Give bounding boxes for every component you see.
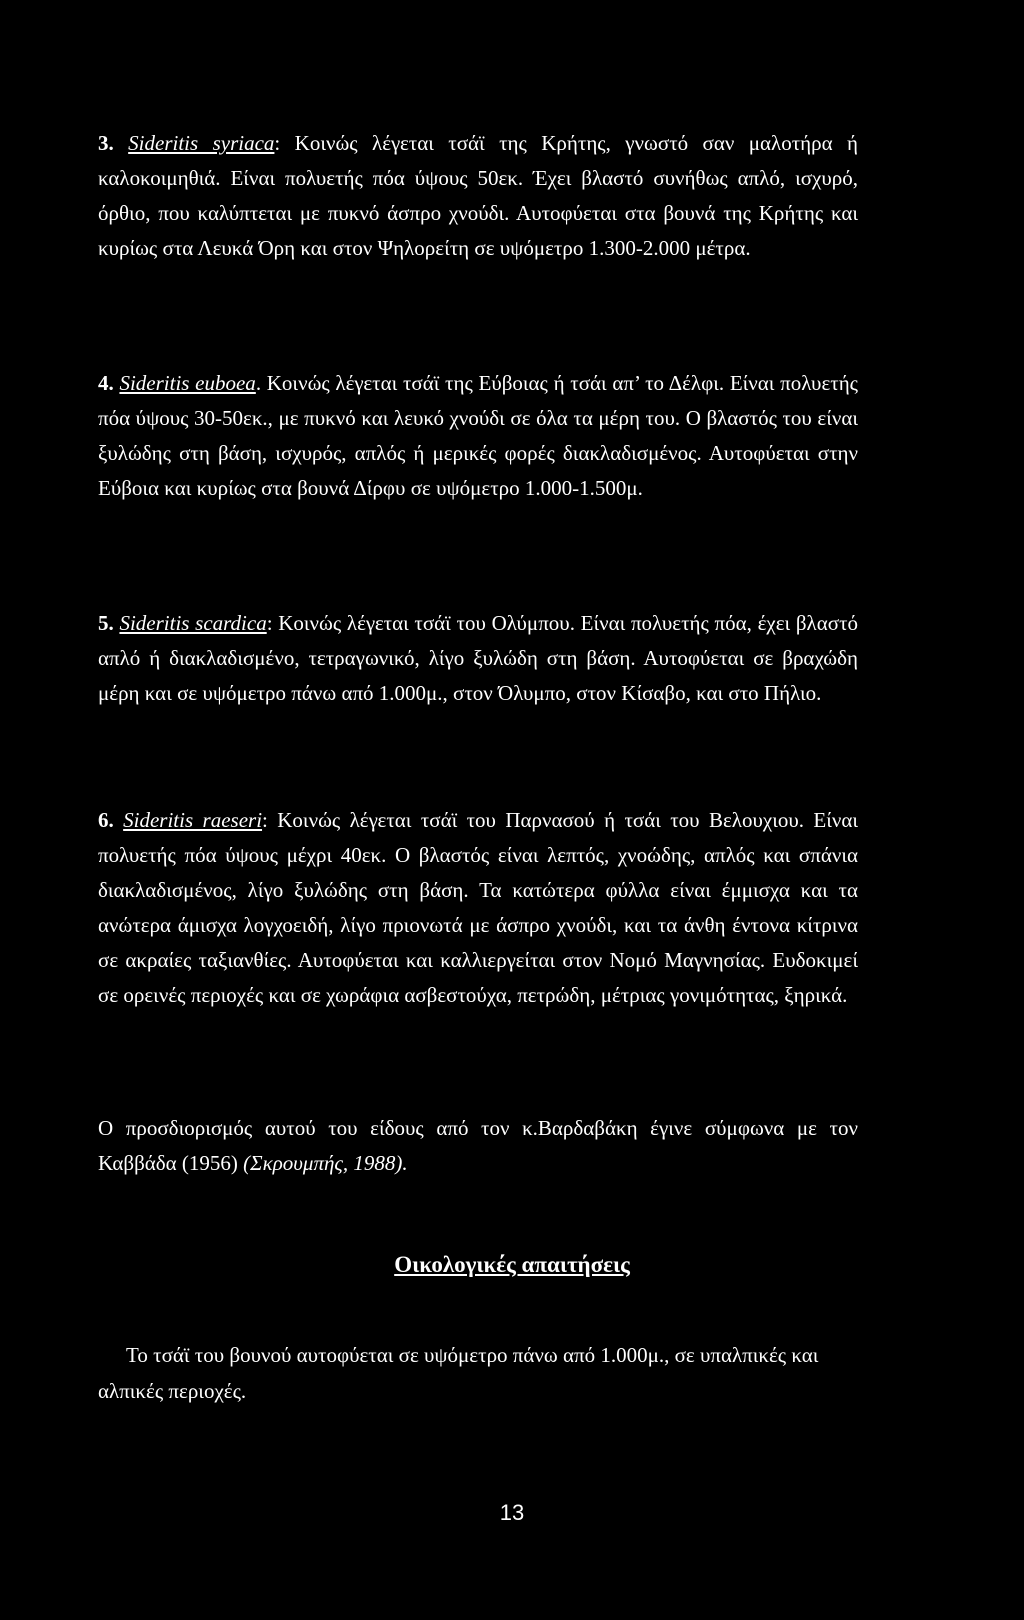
entry-text: Κοινώς λέγεται τσάϊ του Παρνασού ή τσάι του Βελουχιου. Είναι πολυετής πόα ύψους μέχρι 40εκ. Ο βλαστός είναι λεπτός, χνοώδης, απλός και σπάνια διακλαδισμένος, λίγο ξυλώδης στη βάση. Τα κατώτερα φύλλα είναι έμμισχα και τα ανώτερα άμισχα λογχοειδή, λίγο πριονωτά με άσπρο χνούδι, και τα άνθη έντονα κίτρινα σε ακραίες ταξιανθίες. Αυτοφύεται και καλλιεργείται στον Νομό Μαγνησίας. Ευδοκιμεί σε ορεινές περιοχές και σε χωράφια ασβεστούχα, πετρώδη, μέτριας γονιμότητας, ξηρικά. bbox=[98, 808, 858, 1007]
entry-separator: : bbox=[274, 131, 281, 155]
entry-separator: . bbox=[255, 371, 262, 395]
entry-text: Κοινώς λέγεται τσάϊ της Εύβοιας ή τσάι απ’ το Δέλφι. Είναι πολυετής πόα ύψους 30-50εκ., με πυκνό και λευκό χνούδι σε όλα τα μέρη του. Ο βλαστός του είναι ξυλώδης στη βάση, ισχυρός, απλός ή μερικές φορές διακλαδισμένος. Αυτοφύεται στην Εύβοια και κυρίως στα βουνά Δίρφυ σε υψόμετρο 1.000-1.500μ. bbox=[98, 371, 859, 500]
entry-text: Κοινώς λέγεται τσάϊ του Ολύμπου. Είναι πολυετής πόα, έχει βλαστό απλό ή διακλαδισμένο, τετραγωνικό, λίγο ξυλώδη στη βάση. Αυτοφύεται σε βραχώδη μέρη και σε υψόμετρο πάνω από 1.000μ., στον Όλυμπο, στον Κίσαβο, και στο Πήλιο. bbox=[98, 611, 859, 705]
entry-number: 5. bbox=[98, 611, 114, 635]
entry-text: Κοινώς λέγεται τσάϊ της Κρήτης, γνωστό σαν μαλοτήρα ή καλοκοιμηθιά. Είναι πολυετής πόα ύψους 50εκ. Έχει βλαστό συνήθως απλό, ισχυρό, όρθιο, που καλύπτεται με πυκνό άσπρο χνούδι. Αυτοφύεται στα βουνά της Κρήτης και κυρίως στα Λευκά Όρη και στον Ψηλορείτη σε υψόμετρο 1.300-2.000 μέτρα. bbox=[98, 131, 859, 260]
ecology-paragraph: Το τσάϊ του βουνού αυτοφύεται σε υψόμετρο πάνω από 1.000μ., σε υπαλπικές και αλπικές περιοχές. bbox=[98, 1343, 819, 1403]
entry-separator: : bbox=[266, 611, 273, 635]
species-name: Sideritis syriaca bbox=[128, 131, 275, 155]
note-citation: (Σκρουμπής, 1988). bbox=[243, 1151, 408, 1175]
species-name: Sideritis euboea bbox=[119, 371, 256, 395]
identification-note bbox=[98, 1111, 858, 1181]
section-heading: Οικολογικές απαιτήσεις bbox=[394, 1252, 630, 1277]
entry-number: 4. bbox=[98, 371, 114, 395]
entry-sideritis-scardica bbox=[98, 606, 858, 711]
species-name: Sideritis raeseri bbox=[123, 808, 263, 832]
note-text: Ο προσδιορισμός αυτού του είδους από τον κ.Βαρδαβάκη έγινε σύμφωνα με τον Καββάδα (1956) bbox=[98, 1116, 858, 1175]
entry-sideritis-syriaca bbox=[98, 126, 858, 266]
entry-sideritis-euboea bbox=[98, 366, 858, 506]
species-name: Sideritis scardica bbox=[119, 611, 267, 635]
entry-number: 6. bbox=[98, 808, 114, 832]
entry-number: 3. bbox=[98, 131, 114, 155]
page-number: 13 bbox=[499, 1500, 525, 1525]
entry-separator: : bbox=[262, 808, 268, 832]
entry-sideritis-raeseri bbox=[98, 803, 858, 1013]
